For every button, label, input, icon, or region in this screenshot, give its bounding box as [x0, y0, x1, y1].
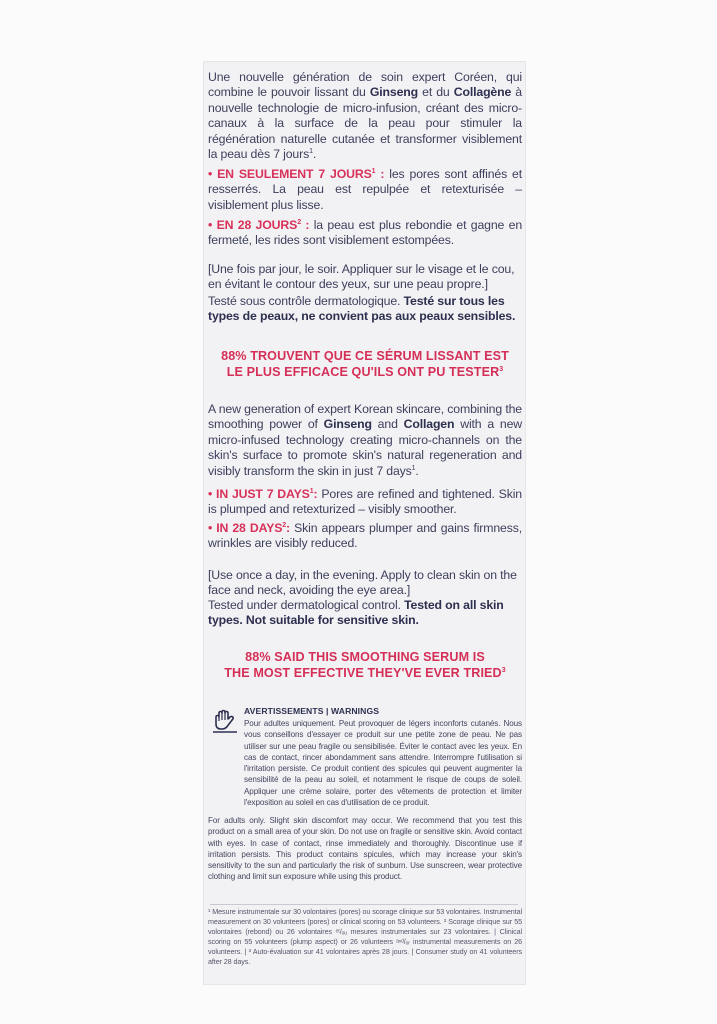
footnotes: ¹ Mesure instrumentale sur 30 volontaires (pores) ou scorage clinique sur 53 volontaires. Instrumental measurement on 30 volunteers (pores) or clinical scoring on 53 volunteers. ² Scorage clinique sur 55 volontaires (rebond) ou 26 volontaires ᵉᵗ/ₒᵤ mesures instrumentales sur 23 volontaires. | Clinical scoring on 55 volunteers (plump aspect) or 26 volunteers ᵃⁿᵈ/ₒᵣ instrumental measurements on 26 volunteers. | ³ Auto-évaluation sur 41 volontaires après 28 jours. | Consumer study on 41 volunteers after 28 days. [208, 907, 522, 966]
en-claim-7-days: • IN JUST 7 DAYS$^1$: Pores are refined and tightened. Skin is plumped and retexturized – visibly smoother. [208, 487, 523, 517]
fr-claim-28-days: • EN 28 JOURS$^2$ : la peau est plus rebondie et gagne en fermeté, les rides sont visiblement estompées. [208, 218, 523, 248]
en-intro-paragraph: A new generation of expert Korean skincare, combining the smoothing power of Ginseng and Collagen with a new micro-infused technology creating micro-channels on the skin's surface to promote skin's natural regeneration and visibly transform the skin in just 7 days$^1$. [208, 402, 522, 478]
fr-intro-paragraph: Une nouvelle génération de soin expert Coréen, qui combine le pouvoir lissant du Ginseng et du Collagène à nouvelle technologie de micro-infusion, créant des micro-canaux à la surface de la peau pour stimuler la régénération naturelle cutanée et transformer visiblement la peau dès 7 jours$^1$. [208, 70, 522, 162]
en-dermatology-note: Tested under dermatological control. Tested on all skin types. Not suitable for sensitive skin. [208, 598, 504, 628]
en-headline: 88% SAID THIS SMOOTHING SERUM IS THE MOST EFFECTIVE THEY'VE EVER TRIED$^3$ [224, 650, 506, 680]
hand-warning-icon [212, 708, 238, 734]
fr-headline: 88% TROUVENT QUE CE SÉRUM LISSANT EST LE PLUS EFFICACE QU'ILS ONT PU TESTER$^3$ [221, 349, 509, 379]
en-usage-instructions: [Use once a day, in the evening. Apply to clean skin on the face and neck, avoiding the eye area.] [208, 568, 517, 598]
fr-dermatology-note: Testé sous contrôle dermatologique. Testé sur tous les types de peaux, ne convient pas aux peaux sensibles. [208, 294, 516, 324]
fr-claim-7-days: • EN SEULEMENT 7 JOURS$^1$ : les pores sont affinés et resserrés. La peau est repulpée et retexturisée – visiblement plus lisse. [208, 167, 522, 212]
footnote-divider [210, 904, 518, 905]
warnings-en: For adults only. Slight skin discomfort may occur. We recommend that you test this product on a small area of your skin. Do not use on fragile or sensitive skin. Avoid contact with eyes. In case of contact, rinse immediately and thoroughly. Discontinue use if irritation persists. This product contains spicules, which may increase your skin's sensitivity to the sun and particularly the risk of sunburn. Use sunscreen, wear protective clothing and limit sun exposure while using this product. [208, 816, 522, 882]
warnings-fr: Pour adultes uniquement. Peut provoquer de légers inconforts cutanés. Nous vous conseillons d'essayer ce produit sur une petite zone de peau. Ne pas utiliser sur une peau fragile ou sensibilisée. Éviter le contact avec les yeux. En cas de contact, rincer abondamment sans attendre. Interrompre l'utilisation si l'irritation persiste. Ce produit contient des spicules qui peuvent augmenter la sensibilité de la peau au soleil, et notamment le risque de coups de soleil. Appliquer une crème solaire, porter des vêtements de protection et limiter l'exposition au soleil en cas d'utilisation de ce produit. [244, 719, 522, 808]
warnings-title: AVERTISSEMENTS | WARNINGS [244, 706, 380, 716]
en-claim-28-days: • IN 28 DAYS$^2$: Skin appears plumper and gains firmness, wrinkles are visibly reduced. [208, 521, 522, 551]
fr-usage-instructions: [Une fois par jour, le soir. Appliquer sur le visage et le cou, en évitant le contour des yeux, sur une peau propre.] [208, 262, 515, 292]
